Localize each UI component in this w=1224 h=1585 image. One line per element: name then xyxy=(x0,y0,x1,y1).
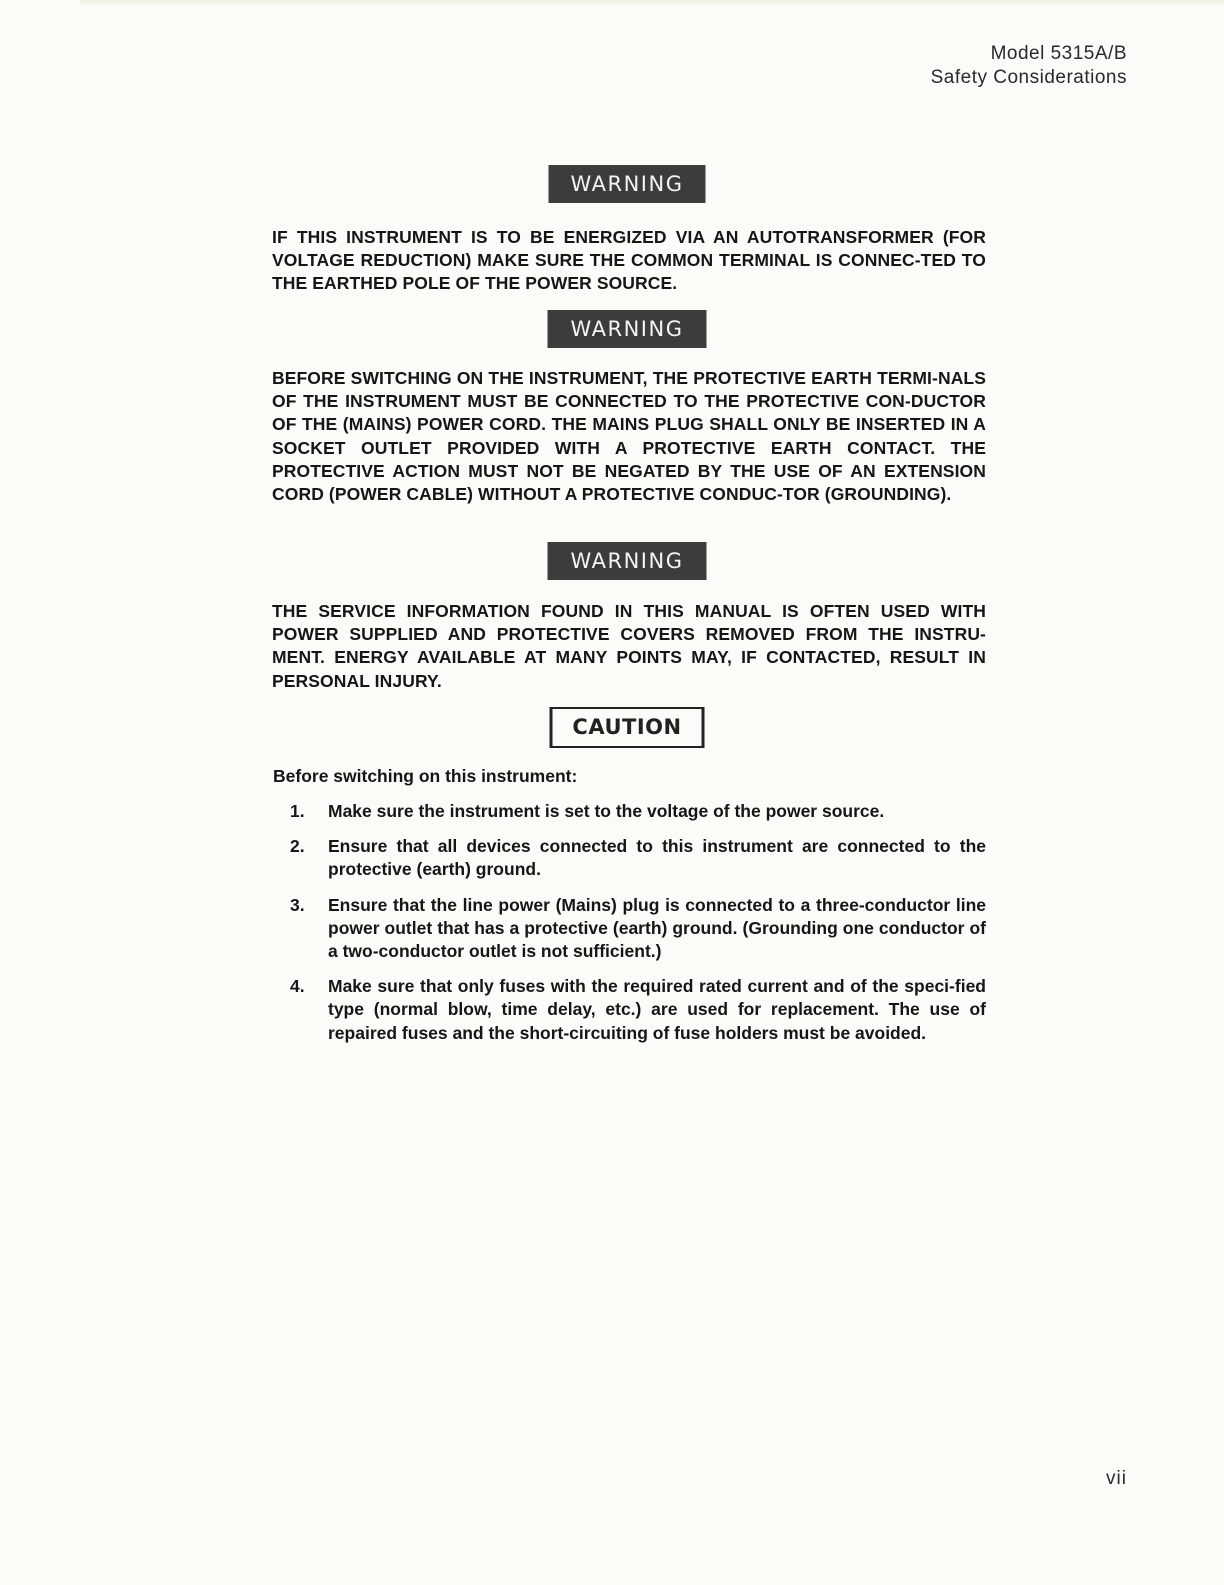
list-item xyxy=(290,894,986,964)
page-top-edge xyxy=(80,0,1224,6)
caution-list xyxy=(290,800,986,1057)
caution-intro: Before switching on this instrument: xyxy=(273,766,578,786)
list-item-text: Make sure the instrument is set to the voltage of the power source. xyxy=(328,801,885,821)
list-item xyxy=(290,800,986,823)
list-item xyxy=(290,975,986,1045)
list-item-text: Make sure that only fuses with the required rated current and of the speci-fied type (normal blow, time delay, etc.) are used for replacement. The use of repaired fuses and the short-circuiting of fuse holders must be avoided. xyxy=(328,976,986,1043)
warning-text-3: THE SERVICE INFORMATION FOUND IN THIS MANUAL IS OFTEN USED WITH POWER SUPPLIED AND PROTECTIVE COVERS REMOVED FROM THE INSTRU-MENT. ENERGY AVAILABLE AT MANY POINTS MAY, IF CONTACTED, RESULT IN PERSONAL INJURY. xyxy=(272,601,986,691)
list-item-number: 1. xyxy=(290,801,305,821)
list-item-number: 2. xyxy=(290,836,305,857)
list-item-number: 3. xyxy=(290,894,305,915)
warning-text-1: IF THIS INSTRUMENT IS TO BE ENERGIZED VIA AN AUTOTRANSFORMER (FOR VOLTAGE REDUCTION) MAKE SURE THE COMMON TERMINAL IS CONNEC-TED TO THE EARTHED POLE OF THE POWER SOURCE. xyxy=(272,227,986,294)
warning-text-2: BEFORE SWITCHING ON THE INSTRUMENT, THE PROTECTIVE EARTH TERMI-NALS OF THE INSTRUMENT MUST BE CONNECTED TO THE PROTECTIVE CON-DUCTOR OF THE (MAINS) POWER CORD. THE MAINS PLUG SHALL ONLY BE INSERTED IN A SOCKET OUTLET PROVIDED WITH A PROTECTIVE EARTH CONTACT. THE PROTECTIVE ACTION MUST NOT BE NEGATED BY THE USE OF AN EXTENSION CORD (POWER CABLE) WITHOUT A PROTECTIVE CONDUC-TOR (GROUNDING). xyxy=(272,368,986,505)
warning-label-3: WARNING xyxy=(548,542,707,580)
list-item-text: Ensure that all devices connected to this instrument are connected to the protective (earth) ground. xyxy=(328,836,986,880)
model-title: Model 5315A/B xyxy=(990,43,1127,64)
page-header xyxy=(931,42,1127,90)
warning-label-2: WARNING xyxy=(548,310,707,348)
caution-label: CAUTION xyxy=(550,707,705,748)
section-title: Safety Considerations xyxy=(930,67,1127,88)
list-item-number: 4. xyxy=(290,976,305,997)
page-number: vii xyxy=(1106,1468,1127,1489)
list-item-text: Ensure that the line power (Mains) plug is connected to a three-conductor line power outlet that has a protective (earth) ground. (Grounding one conductor of a two-conductor outlet is not sufficient.) xyxy=(328,894,986,962)
warning-label-1: WARNING xyxy=(549,165,706,203)
list-item xyxy=(290,835,986,881)
